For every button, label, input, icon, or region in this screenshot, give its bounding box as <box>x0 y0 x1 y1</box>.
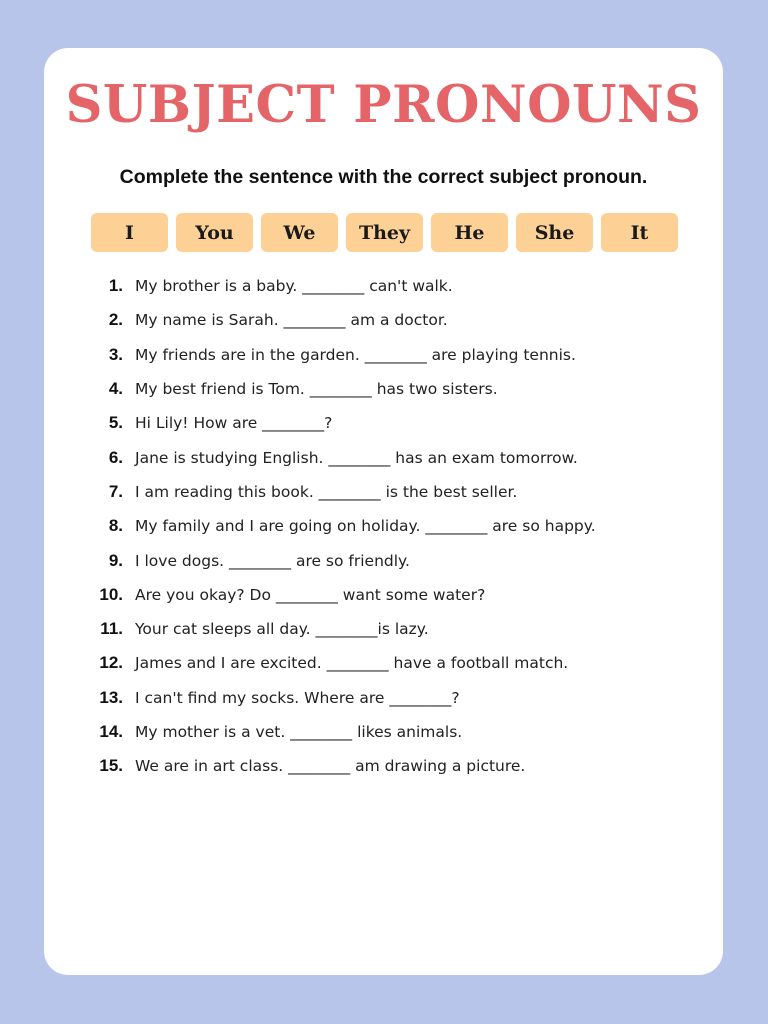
question-number: 12. <box>99 653 123 673</box>
question-item <box>84 612 704 646</box>
question-item <box>84 681 704 715</box>
question-list <box>84 269 704 783</box>
question-text: I can't find my socks. Where are ________? <box>135 688 460 707</box>
question-number: 10. <box>99 584 123 604</box>
word-chip-i: I <box>91 213 168 252</box>
question-number: 6. <box>108 447 123 467</box>
question-text: My friends are in the garden. ________ are playing tennis. <box>135 345 576 364</box>
question-text: My mother is a vet. ________ likes animals. <box>135 723 463 741</box>
question-item <box>84 303 704 337</box>
word-chip-he: He <box>431 213 508 252</box>
question-item <box>84 440 704 474</box>
question-item <box>84 372 704 406</box>
question-number: 7. <box>108 481 123 501</box>
word-chip-we: We <box>261 213 338 252</box>
question-number: 13. <box>99 687 123 707</box>
question-item <box>84 543 704 577</box>
question-item <box>84 406 704 440</box>
question-item <box>84 646 704 680</box>
question-number: 1. <box>108 276 123 296</box>
question-item <box>84 269 704 303</box>
question-text: Your cat sleeps all day. ________is lazy. <box>135 620 429 639</box>
question-text: My brother is a baby. ________ can't walk. <box>135 277 453 296</box>
pronoun-word-bank <box>91 213 678 252</box>
word-chip-they: They <box>346 213 423 252</box>
question-item <box>84 509 704 543</box>
word-chip-it: It <box>601 213 678 252</box>
question-number: 3. <box>108 344 123 364</box>
question-text: Jane is studying English. ________ has an exam tomorrow. <box>135 448 578 467</box>
question-text: James and I are excited. ________ have a football match. <box>135 654 569 673</box>
question-number: 5. <box>108 413 123 433</box>
question-number: 14. <box>99 722 123 741</box>
instruction-text: Complete the sentence with the correct subject pronoun. <box>119 166 648 188</box>
question-item <box>84 475 704 509</box>
question-text: I am reading this book. ________ is the best seller. <box>135 482 518 501</box>
question-text: Are you okay? Do ________ want some water? <box>135 585 486 604</box>
question-number: 15. <box>99 756 123 776</box>
question-text: We are in art class. ________ am drawing a picture. <box>135 757 526 776</box>
question-number: 4. <box>108 379 123 399</box>
question-item <box>84 338 704 372</box>
question-text: My name is Sarah. ________ am a doctor. <box>135 311 448 330</box>
worksheet-card <box>44 48 723 975</box>
question-number: 9. <box>108 550 123 570</box>
question-number: 2. <box>108 310 123 330</box>
worksheet-title: SUBJECT PRONOUNS <box>65 75 702 135</box>
question-item <box>84 715 704 749</box>
question-text: Hi Lily! How are ________? <box>135 414 333 433</box>
question-number: 8. <box>108 516 123 536</box>
question-text: My best friend is Tom. ________ has two sisters. <box>135 380 498 399</box>
word-chip-she: She <box>516 213 593 252</box>
question-number: 11. <box>100 619 123 639</box>
question-item <box>84 578 704 612</box>
word-chip-you: You <box>176 213 253 252</box>
question-item <box>84 749 704 783</box>
question-text: I love dogs. ________ are so friendly. <box>135 551 410 570</box>
question-text: My family and I are going on holiday. ________ are so happy. <box>135 517 596 536</box>
